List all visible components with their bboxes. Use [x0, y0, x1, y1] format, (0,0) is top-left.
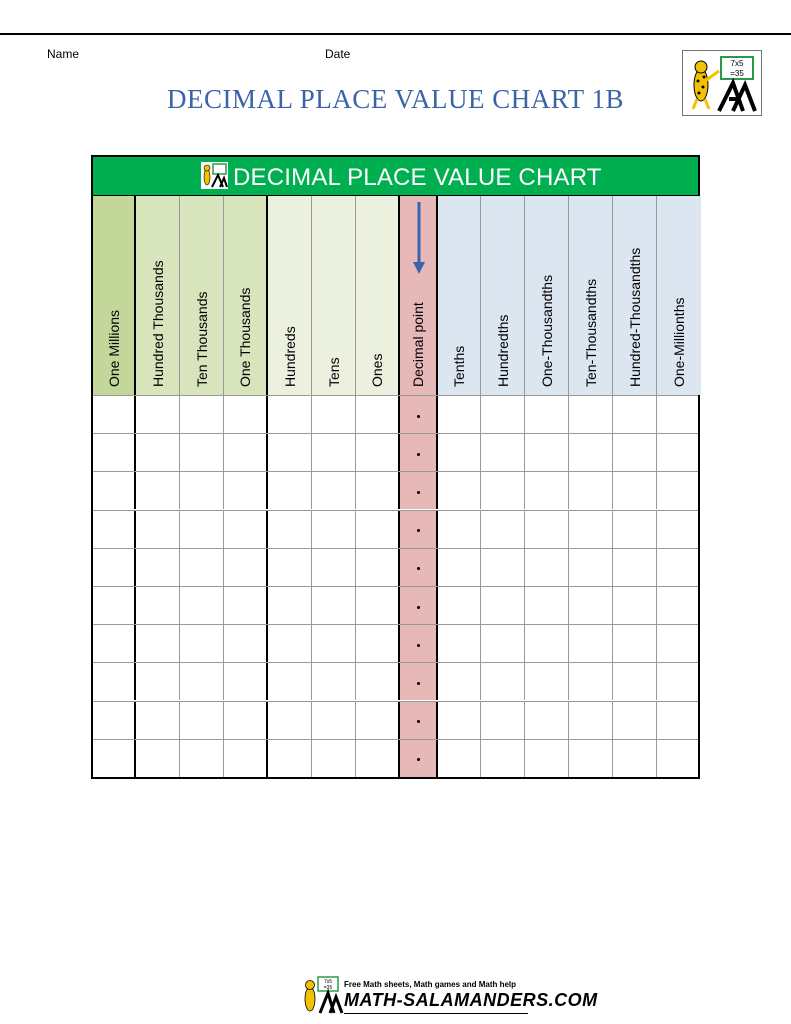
answer-cell[interactable]: [481, 702, 525, 739]
column-header-label: Hundreds: [281, 326, 298, 387]
answer-cell[interactable]: [312, 625, 356, 662]
decimal-point-cell: [400, 702, 438, 739]
answer-cell[interactable]: [93, 511, 136, 548]
decimal-point-cell: [400, 625, 438, 662]
column-header-label: Ones: [369, 353, 385, 387]
column-header-label: Ten-Thousandths: [582, 278, 599, 387]
answer-cell[interactable]: [657, 587, 701, 624]
column-header-9: [481, 196, 525, 395]
column-header-11: [569, 196, 613, 395]
decimal-dot: [417, 529, 420, 532]
answer-cell[interactable]: [356, 740, 400, 777]
answer-cell[interactable]: [268, 511, 312, 548]
column-header-7: [400, 196, 438, 395]
answer-cell[interactable]: [136, 663, 180, 700]
answer-cell[interactable]: [224, 702, 268, 739]
answer-cell[interactable]: [569, 549, 613, 586]
answer-cell[interactable]: [481, 663, 525, 700]
decimal-dot: [417, 491, 420, 494]
column-header-2: [180, 196, 224, 395]
answer-cell[interactable]: [224, 625, 268, 662]
answer-cell[interactable]: [569, 434, 613, 471]
answer-cell[interactable]: [481, 434, 525, 471]
answer-cell[interactable]: [180, 663, 224, 700]
top-rule: [0, 33, 791, 35]
answer-cell[interactable]: [93, 625, 136, 662]
answer-cell[interactable]: [224, 434, 268, 471]
answer-cell[interactable]: [268, 663, 312, 700]
column-header-6: [356, 196, 400, 395]
answer-cell[interactable]: [180, 472, 224, 509]
answer-cell[interactable]: [136, 472, 180, 509]
answer-cell[interactable]: [312, 549, 356, 586]
decimal-point-cell: [400, 396, 438, 433]
answer-cell[interactable]: [180, 511, 224, 548]
answer-cell[interactable]: [93, 702, 136, 739]
answer-cell[interactable]: [224, 472, 268, 509]
answer-cell[interactable]: [438, 396, 481, 433]
decimal-dot: [417, 758, 420, 761]
answer-cell[interactable]: [438, 434, 481, 471]
column-header-label: One Thousands: [237, 287, 253, 387]
answer-cell[interactable]: [136, 549, 180, 586]
answer-cell[interactable]: [613, 702, 657, 739]
logo-board-line2: =35: [730, 69, 744, 78]
table-row: [93, 395, 698, 433]
answer-cell[interactable]: [136, 740, 180, 777]
footer-underline: [344, 1013, 528, 1014]
answer-cell[interactable]: [224, 587, 268, 624]
column-header-label: Hundred-Thousandths: [626, 247, 643, 387]
answer-cell[interactable]: [525, 587, 569, 624]
answer-cell[interactable]: [613, 434, 657, 471]
answer-cell[interactable]: [268, 587, 312, 624]
answer-cell[interactable]: [613, 549, 657, 586]
answer-cell[interactable]: [613, 740, 657, 777]
footer-logo-icon: [300, 975, 344, 1015]
answer-cell[interactable]: [136, 396, 180, 433]
page-title: DECIMAL PLACE VALUE CHART 1B: [167, 84, 624, 114]
salamander-small-icon: [201, 162, 228, 189]
column-header-label: Ten Thousands: [193, 291, 210, 387]
table-row: [93, 471, 698, 509]
column-header-label: Decimal point: [410, 302, 426, 387]
answer-cell[interactable]: [525, 740, 569, 777]
decimal-point-cell: [400, 740, 438, 777]
answer-cell[interactable]: [312, 663, 356, 700]
answer-cell[interactable]: [481, 549, 525, 586]
answer-cell[interactable]: [481, 511, 525, 548]
answer-cell[interactable]: [438, 472, 481, 509]
answer-cell[interactable]: [481, 587, 525, 624]
answer-cell[interactable]: [93, 472, 136, 509]
decimal-dot: [417, 567, 420, 570]
answer-cell[interactable]: [569, 702, 613, 739]
answer-cell[interactable]: [356, 549, 400, 586]
table-row: [93, 701, 698, 739]
column-header-4: [268, 196, 312, 395]
answer-cell[interactable]: [657, 702, 701, 739]
answer-cell[interactable]: [525, 434, 569, 471]
answer-cell[interactable]: [613, 472, 657, 509]
answer-cell[interactable]: [438, 549, 481, 586]
answer-cell[interactable]: [438, 625, 481, 662]
answer-cell[interactable]: [613, 663, 657, 700]
answer-cell[interactable]: [613, 511, 657, 548]
answer-cell[interactable]: [657, 396, 701, 433]
answer-cell[interactable]: [93, 549, 136, 586]
answer-cell[interactable]: [136, 434, 180, 471]
decimal-point-cell: [400, 434, 438, 471]
answer-cell[interactable]: [657, 549, 701, 586]
answer-cell[interactable]: [356, 702, 400, 739]
answer-cell[interactable]: [312, 472, 356, 509]
footer-tagline: Free Math sheets, Math games and Math help: [344, 980, 517, 989]
answer-cell[interactable]: [525, 511, 569, 548]
answer-cell[interactable]: [356, 472, 400, 509]
answer-cell[interactable]: [438, 663, 481, 700]
answer-cell[interactable]: [657, 625, 701, 662]
answer-cell[interactable]: [93, 434, 136, 471]
decimal-dot: [417, 644, 420, 647]
answer-cell[interactable]: [569, 396, 613, 433]
answer-cell[interactable]: [180, 702, 224, 739]
answer-cell[interactable]: [613, 396, 657, 433]
column-header-12: [613, 196, 657, 395]
decimal-dot: [417, 720, 420, 723]
answer-cell[interactable]: [312, 511, 356, 548]
column-header-label: Tenths: [451, 345, 467, 387]
answer-cell[interactable]: [525, 549, 569, 586]
answer-cell[interactable]: [224, 549, 268, 586]
answer-cell[interactable]: [136, 511, 180, 548]
column-header-13: [657, 196, 701, 395]
table-row: [93, 586, 698, 624]
answer-cell[interactable]: [312, 740, 356, 777]
answer-cell[interactable]: [356, 396, 400, 433]
table-row: [93, 510, 698, 548]
answer-cell[interactable]: [525, 625, 569, 662]
column-header-label: Hundredths: [494, 314, 511, 387]
answer-cell[interactable]: [312, 702, 356, 739]
column-header-0: [93, 196, 136, 395]
answer-cell[interactable]: [268, 625, 312, 662]
answer-cell[interactable]: [481, 472, 525, 509]
logo-board-line1: 7x5: [730, 59, 744, 68]
answer-cell[interactable]: [224, 511, 268, 548]
answer-cell[interactable]: [569, 472, 613, 509]
chart-body: [93, 395, 698, 777]
column-header-8: [438, 196, 481, 395]
column-header-10: [525, 196, 569, 395]
answer-cell[interactable]: [268, 702, 312, 739]
answer-cell[interactable]: [356, 625, 400, 662]
column-header-label: One Millions: [105, 309, 122, 387]
date-label: Date: [325, 47, 351, 61]
chart-banner: [93, 157, 698, 196]
answer-cell[interactable]: [356, 663, 400, 700]
answer-cell[interactable]: [268, 396, 312, 433]
answer-cell[interactable]: [93, 663, 136, 700]
answer-cell[interactable]: [657, 740, 701, 777]
footer-brand: [300, 975, 598, 1015]
decimal-dot: [417, 606, 420, 609]
chart-banner-title: DECIMAL PLACE VALUE CHART: [233, 164, 602, 191]
decimal-dot: [417, 453, 420, 456]
answer-cell[interactable]: [481, 740, 525, 777]
answer-cell[interactable]: [180, 396, 224, 433]
answer-cell[interactable]: [312, 434, 356, 471]
decimal-point-cell: [400, 549, 438, 586]
answer-cell[interactable]: [613, 625, 657, 662]
answer-cell[interactable]: [481, 625, 525, 662]
answer-cell[interactable]: [657, 472, 701, 509]
column-header-1: [136, 196, 180, 395]
decimal-point-cell: [400, 663, 438, 700]
answer-cell[interactable]: [268, 472, 312, 509]
answer-cell[interactable]: [657, 663, 701, 700]
answer-cell[interactable]: [93, 587, 136, 624]
answer-cell[interactable]: [438, 587, 481, 624]
chart-header-row: [93, 196, 698, 395]
name-label: Name: [47, 47, 80, 61]
answer-cell[interactable]: [657, 434, 701, 471]
answer-cell[interactable]: [525, 396, 569, 433]
answer-cell[interactable]: [180, 434, 224, 471]
answer-cell[interactable]: [569, 625, 613, 662]
column-header-5: [312, 196, 356, 395]
answer-cell[interactable]: [525, 663, 569, 700]
decimal-dot: [417, 682, 420, 685]
down-arrow-icon: [413, 202, 425, 274]
decimal-point-cell: [400, 511, 438, 548]
answer-cell[interactable]: [93, 740, 136, 777]
answer-cell[interactable]: [356, 511, 400, 548]
column-header-label: Tens: [325, 357, 342, 387]
answer-cell[interactable]: [268, 740, 312, 777]
answer-cell[interactable]: [569, 740, 613, 777]
answer-cell[interactable]: [312, 587, 356, 624]
answer-cell[interactable]: [569, 511, 613, 548]
column-header-3: [224, 196, 268, 395]
answer-cell[interactable]: [438, 702, 481, 739]
answer-cell[interactable]: [657, 511, 701, 548]
answer-cell[interactable]: [224, 663, 268, 700]
answer-cell[interactable]: [224, 740, 268, 777]
answer-cell[interactable]: [136, 702, 180, 739]
answer-cell[interactable]: [356, 587, 400, 624]
answer-cell[interactable]: [224, 396, 268, 433]
answer-cell[interactable]: [312, 396, 356, 433]
answer-cell[interactable]: [268, 434, 312, 471]
answer-cell[interactable]: [569, 663, 613, 700]
answer-cell[interactable]: [93, 396, 136, 433]
footer-board-line1: 7x5: [323, 979, 333, 985]
answer-cell[interactable]: [268, 549, 312, 586]
decimal-point-cell: [400, 472, 438, 509]
decimal-dot: [417, 415, 420, 418]
footer-site-link[interactable]: MATH-SALAMANDERS.COM: [344, 990, 598, 1010]
column-header-label: One-Thousandths: [538, 274, 555, 387]
answer-cell[interactable]: [438, 740, 481, 777]
column-header-label: Hundred Thousands: [149, 260, 166, 387]
column-header-label: One-Millionths: [671, 297, 687, 387]
footer-board-line2: =35: [323, 985, 333, 991]
decimal-point-cell: [400, 587, 438, 624]
answer-cell[interactable]: [525, 472, 569, 509]
place-value-chart: [91, 155, 700, 779]
answer-cell[interactable]: [136, 587, 180, 624]
answer-cell[interactable]: [613, 587, 657, 624]
table-row: [93, 548, 698, 586]
table-row: [93, 624, 698, 662]
answer-cell[interactable]: [481, 396, 525, 433]
answer-cell[interactable]: [180, 549, 224, 586]
answer-cell[interactable]: [356, 434, 400, 471]
table-row: [93, 739, 698, 777]
answer-cell[interactable]: [180, 740, 224, 777]
answer-cell[interactable]: [438, 511, 481, 548]
answer-cell[interactable]: [180, 625, 224, 662]
table-row: [93, 433, 698, 471]
answer-cell[interactable]: [525, 702, 569, 739]
answer-cell[interactable]: [569, 587, 613, 624]
answer-cell[interactable]: [136, 625, 180, 662]
answer-cell[interactable]: [180, 587, 224, 624]
table-row: [93, 662, 698, 700]
